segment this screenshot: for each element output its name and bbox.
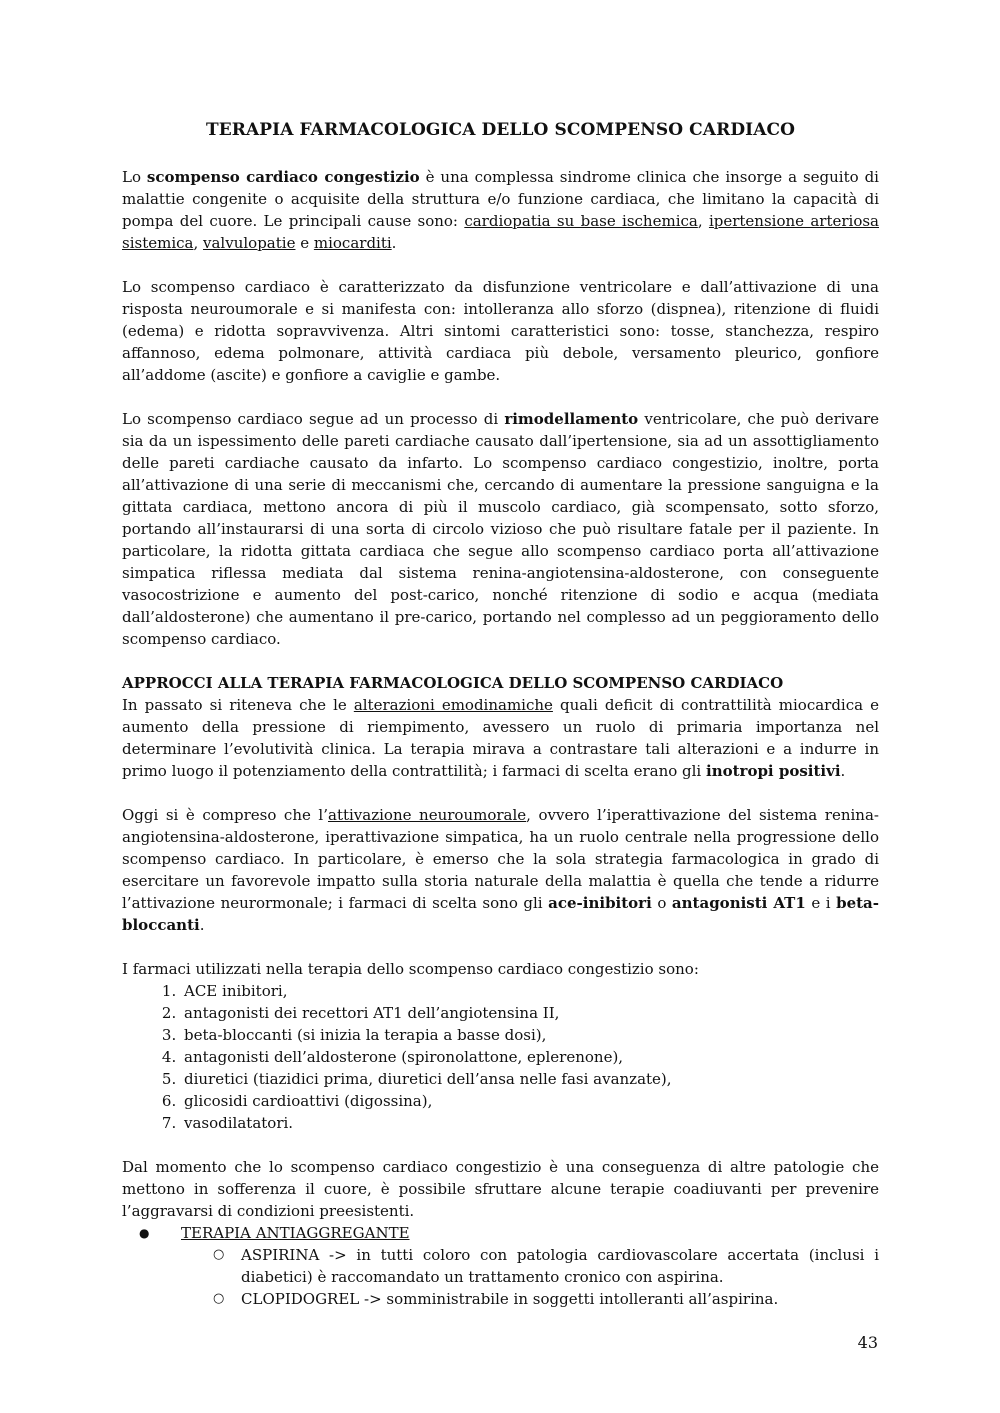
- page-number: 43: [857, 1333, 878, 1352]
- circle-bullet-icon: ○: [213, 1291, 225, 1306]
- sub-list: [181, 1244, 879, 1310]
- document-page: [122, 120, 879, 1310]
- cause-valvulopatie: valvulopatie: [203, 234, 296, 252]
- list-item: 5. diuretici (tiazidici prima, diuretici dell’ansa nelle fasi avanzate),: [181, 1068, 879, 1090]
- list-item: 6. glicosidi cardioattivi (digossina),: [181, 1090, 879, 1112]
- paragraph-drug-intro: I farmaci utilizzati nella terapia dello scompenso cardiaco congestizio sono:: [122, 960, 699, 978]
- page-title: TERAPIA FARMACOLOGICA DELLO SCOMPENSO CARDIACO: [205, 120, 796, 140]
- list-item: 4. antagonisti dell’aldosterone (spironolattone, eplerenone),: [181, 1046, 879, 1068]
- paragraph-past-approach: In passato si riteneva che le alterazioni emodinamiche quali deficit di contrattilità miocardica e aumento della pressione di riempimento, avessero un ruolo di primaria importanza nel determinare l’evolutività clinica. La terapia mirava a contrastare tali alterazioni e a indurre in primo luogo il potenziamento della contrattilità; i farmaci di scelta erano gli inotropi positivi.: [122, 696, 880, 780]
- term-inotropi: inotropi positivi: [706, 762, 841, 780]
- term-ace-inibitori: ace-inibitori: [548, 894, 652, 912]
- term-alterazioni: alterazioni emodinamiche: [353, 696, 553, 714]
- sub-item: ○ CLOPIDOGREL -> somministrabile in soggetti intolleranti all’aspirina.: [213, 1290, 779, 1308]
- paragraph-intro: Lo scompenso cardiaco congestizio è una complessa sindrome clinica che insorge a seguito di malattie congenite o acquisite della struttura e/o funzione cardiaca, che limitano la capacità di pompa del cuore. Le principali cause sono: cardiopatia su base ischemica, ipertensione arteriosa sistemica, valvulopatie e miocarditi.: [122, 168, 879, 252]
- list-item: 7. vasodilatatori.: [181, 1112, 879, 1134]
- term-attivazione: attivazione neuroumorale: [328, 806, 527, 824]
- term-antagonisti-at1: antagonisti AT1: [671, 894, 806, 912]
- drug-list: [122, 980, 879, 1134]
- term-rimodellamento: rimodellamento: [504, 410, 639, 428]
- term-scompenso: scompenso cardiaco congestizio: [146, 168, 420, 186]
- section-heading: APPROCCI ALLA TERAPIA FARMACOLOGICA DELLO SCOMPENSO CARDIACO: [122, 674, 784, 692]
- paragraph-coadiuvanti: Dal momento che lo scompenso cardiaco congestizio è una conseguenza di altre patologie che mettono in sofferenza il cuore, è possibile sfruttare alcune terapie coadiuvanti per prevenire l’aggravarsi di condizioni preesistenti.: [122, 1158, 879, 1220]
- bullet-list: [122, 1222, 879, 1310]
- sub-item: ○ ASPIRINA -> in tutti coloro con patologia cardiovascolare accertata (inclusi i diabetici) è raccomandato un trattamento cronico con aspirina.: [213, 1246, 879, 1286]
- circle-bullet-icon: ○: [213, 1247, 225, 1262]
- term-beta-bloccanti: beta-bloccanti: [122, 894, 879, 934]
- cause-ischemica: cardiopatia su base ischemica: [464, 212, 698, 230]
- bullet-dot-icon: ●: [139, 1226, 150, 1240]
- bullet-item: [122, 1222, 879, 1310]
- list-item: 1. ACE inibitori,: [181, 980, 879, 1002]
- list-item: 2. antagonisti dei recettori AT1 dell’angiotensina II,: [181, 1002, 879, 1024]
- paragraph-symptoms: Lo scompenso cardiaco è caratterizzato da disfunzione ventricolare e dall’attivazione di una risposta neuroumorale e si manifesta con: intolleranza allo sforzo (dispnea), ritenzione di fluidi (edema) e ridotta sopravvivenza. Altri sintomi caratteristici sono: tosse, stanchezza, respiro affannoso, edema polmonare, attività cardiaca più debole, versamento pleurico, gonfiore all’addome (ascite) e gonfiore a caviglie e gambe.: [122, 278, 879, 384]
- paragraph-rimodellamento: Lo scompenso cardiaco segue ad un processo di rimodellamento ventricolare, che può derivare sia da un ispessimento delle pareti cardiache causato dall’ipertensione, sia ad un assottigliamento delle pareti cardiache causato da infarto. Lo scompenso cardiaco congestizio, inoltre, porta all’attivazione di una serie di meccanismi che, cercando di aumentare la pressione sanguigna e la gittata cardiaca, mettono ancora di più il muscolo cardiaco, già scompensato, sotto sforzo, portando all’instaurarsi di una sorta di circolo vizioso che può risultare fatale per il paziente. In particolare, la ridotta gittata cardiaca che segue allo scompenso cardiaco porta all’attivazione simpatica riflessa mediata dal sistema renina-angiotensina-aldosterone, con conseguente vasocostrizione e aumento del post-carico, nonché ritenzione di sodio e acqua (mediata dall’aldosterone) che aumentano il pre-carico, portando nel complesso ad un peggioramento dello scompenso cardiaco.: [122, 410, 879, 648]
- cause-miocarditi: miocarditi: [313, 234, 392, 252]
- bullet-label: TERAPIA ANTIAGGREGANTE: [181, 1224, 410, 1242]
- list-item: 3. beta-bloccanti (si inizia la terapia a basse dosi),: [181, 1024, 879, 1046]
- paragraph-current-approach: Oggi si è compreso che l’attivazione neuroumorale, ovvero l’iperattivazione del sistema renina-angiotensina-aldosterone, iperattivazione simpatica, ha un ruolo centrale nella progressione dello scompenso cardiaco. In particolare, è emerso che la sola strategia farmacologica in grado di esercitare un favorevole impatto sulla storia naturale della malattia è quella che tende a ridurre l’attivazione neurormonale; i farmaci di scelta sono gli ace-inibitori o antagonisti AT1 e i beta-bloccanti.: [122, 806, 879, 934]
- cause-ipertensione: ipertensione arteriosa sistemica: [122, 212, 879, 252]
